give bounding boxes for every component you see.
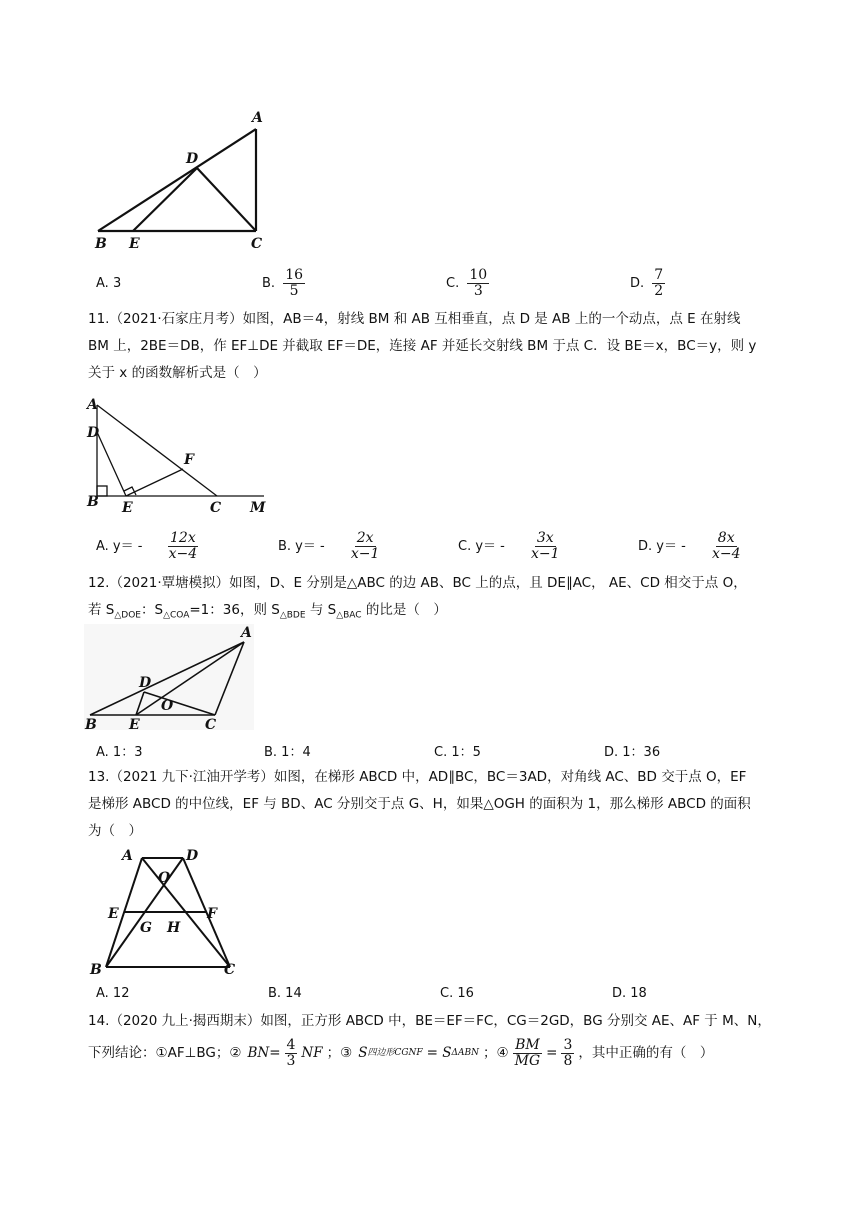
q12-label-b: B [85, 717, 97, 733]
q11-label-d: D [87, 425, 100, 441]
q13-option-a[interactable]: A. 12 [96, 986, 130, 1001]
q11-line-1: 11.（2021·石家庄月考）如图，AB＝4，射线 BM 和 AB 互相垂直，点 D 是 AB 上的一个动点，点 E 在射线 [88, 311, 741, 327]
q12-figure [84, 624, 254, 734]
q11-line-3: 关于 x 的函数解析式是（ ） [88, 365, 267, 381]
fraction: $\frac{10}{3}$ [469, 267, 488, 299]
q10-option-d[interactable]: D. $\frac{7}{2}$ [630, 267, 664, 299]
fraction: $\frac{3x}{x-1}$ [531, 530, 560, 562]
q10-option-a[interactable]: A. 3 [96, 276, 122, 291]
q10-label-d: D [186, 151, 199, 167]
q10-triangle-figure [88, 105, 278, 253]
q12-option-c[interactable]: C. 1：5 [434, 745, 481, 760]
q13-label-a: A [122, 848, 133, 864]
q11-option-c[interactable]: C. y＝ - $\frac{3x}{x-1}$ [458, 530, 560, 562]
q12-label-o: O [161, 698, 174, 714]
q10-label-c: C [251, 236, 263, 252]
q11-label-m: M [250, 500, 266, 516]
q11-figure [84, 392, 274, 518]
q12-line-2: 若 $S_{\triangle DOE}$：$S_{\triangle COA}=1$：36，则 $S_{\triangle BDE}$ 与 $S_{\triangle BAC}$ 的比是（ ） [88, 602, 447, 621]
q13-label-c: C [224, 962, 236, 978]
q13-label-o: O [158, 870, 171, 886]
q13-label-d: D [186, 848, 199, 864]
q11-option-a[interactable]: A. y＝ - $\frac{12x}{x-4}$ [96, 530, 198, 562]
q13-line-1: 13.（2021 九下·江油开学考）如图，在梯形 ABCD 中，AD∥BC，BC＝3AD，对角线 AC、BD 交于点 O，EF [88, 769, 747, 785]
q13-trapezoid-figure [86, 842, 246, 978]
q13-line-2: 是梯形 ABCD 的中位线，EF 与 BD、AC 分别交于点 G、H，如果△OGH 的面积为 1，那么梯形 ABCD 的面积 [88, 796, 751, 812]
fraction: $\frac{12x}{x-4}$ [168, 530, 198, 562]
q10-label-a: A [252, 110, 263, 126]
q12-label-c: C [205, 717, 217, 733]
q10-option-b[interactable]: B. $\frac{16}{5}$ [262, 267, 304, 299]
fraction: $\frac{16}{5}$ [285, 267, 304, 299]
fraction: $\frac{7}{2}$ [654, 267, 664, 299]
q12-option-a[interactable]: A. 1：3 [96, 745, 143, 760]
q13-option-b[interactable]: B. 14 [268, 986, 302, 1001]
fraction: $\frac{3}{8}$ [563, 1037, 573, 1069]
fraction: $\frac{8x}{x-4}$ [711, 530, 741, 562]
q10-option-c[interactable]: C. $\frac{10}{3}$ [446, 267, 488, 299]
fraction: $\frac{4}{3}$ [286, 1037, 296, 1069]
q13-option-d[interactable]: D. 18 [612, 986, 647, 1001]
q11-line-2: BM 上，2BE＝DB，作 EF⊥DE 并截取 EF＝DE，连接 AF 并延长交射线 BM 于点 C．设 BE＝x，BC＝y，则 y [88, 338, 757, 354]
fraction: $\frac{2x}{x-1}$ [350, 530, 380, 562]
fraction: $\frac{BM}{MG}$ [514, 1037, 541, 1069]
q14-line-1: 14.（2020 九上·揭西期末）如图，正方形 ABCD 中，BE＝EF＝FC，CG＝2GD，BG 分别交 AE、AF 于 M、N， [88, 1013, 771, 1029]
q12-label-d: D [139, 675, 152, 691]
q13-label-f: F [207, 906, 217, 922]
q13-line-3: 为（ ） [88, 823, 142, 839]
q10-label-b: B [95, 236, 107, 252]
q13-label-h: H [167, 920, 181, 936]
q13-option-c[interactable]: C. 16 [440, 986, 474, 1001]
q12-option-b[interactable]: B. 1：4 [264, 745, 311, 760]
q13-label-b: B [90, 962, 102, 978]
q13-label-e: E [108, 906, 119, 922]
q14-line-2: 下列结论：①AF⊥BG；② BN = $\frac{4}{3}$ NF ；③ S 四边形CGNF = S ΔABN ；④ $\frac{BM}{MG}$ = $\frac{3}{8}$ ，其中正确的有（ ） [88, 1037, 714, 1069]
q11-label-c: C [210, 500, 222, 516]
q12-label-e: E [129, 717, 140, 733]
q11-label-f: F [184, 452, 194, 468]
q10-label-e: E [129, 236, 140, 252]
q11-label-b: B [87, 494, 99, 510]
q11-label-e: E [122, 500, 133, 516]
q11-option-b[interactable]: B. y＝ - $\frac{2x}{x-1}$ [278, 530, 380, 562]
q12-option-d[interactable]: D. 1：36 [604, 745, 661, 760]
q11-label-a: A [87, 397, 98, 413]
q13-label-g: G [140, 920, 152, 936]
q12-label-a: A [241, 625, 252, 641]
q11-option-d[interactable]: D. y＝ - $\frac{8x}{x-4}$ [638, 530, 741, 562]
q12-line-1: 12.（2021·覃塘模拟）如图，D、E 分别是△ABC 的边 AB、BC 上的点，且 DE∥AC， AE、CD 相交于点 O， [88, 575, 747, 591]
